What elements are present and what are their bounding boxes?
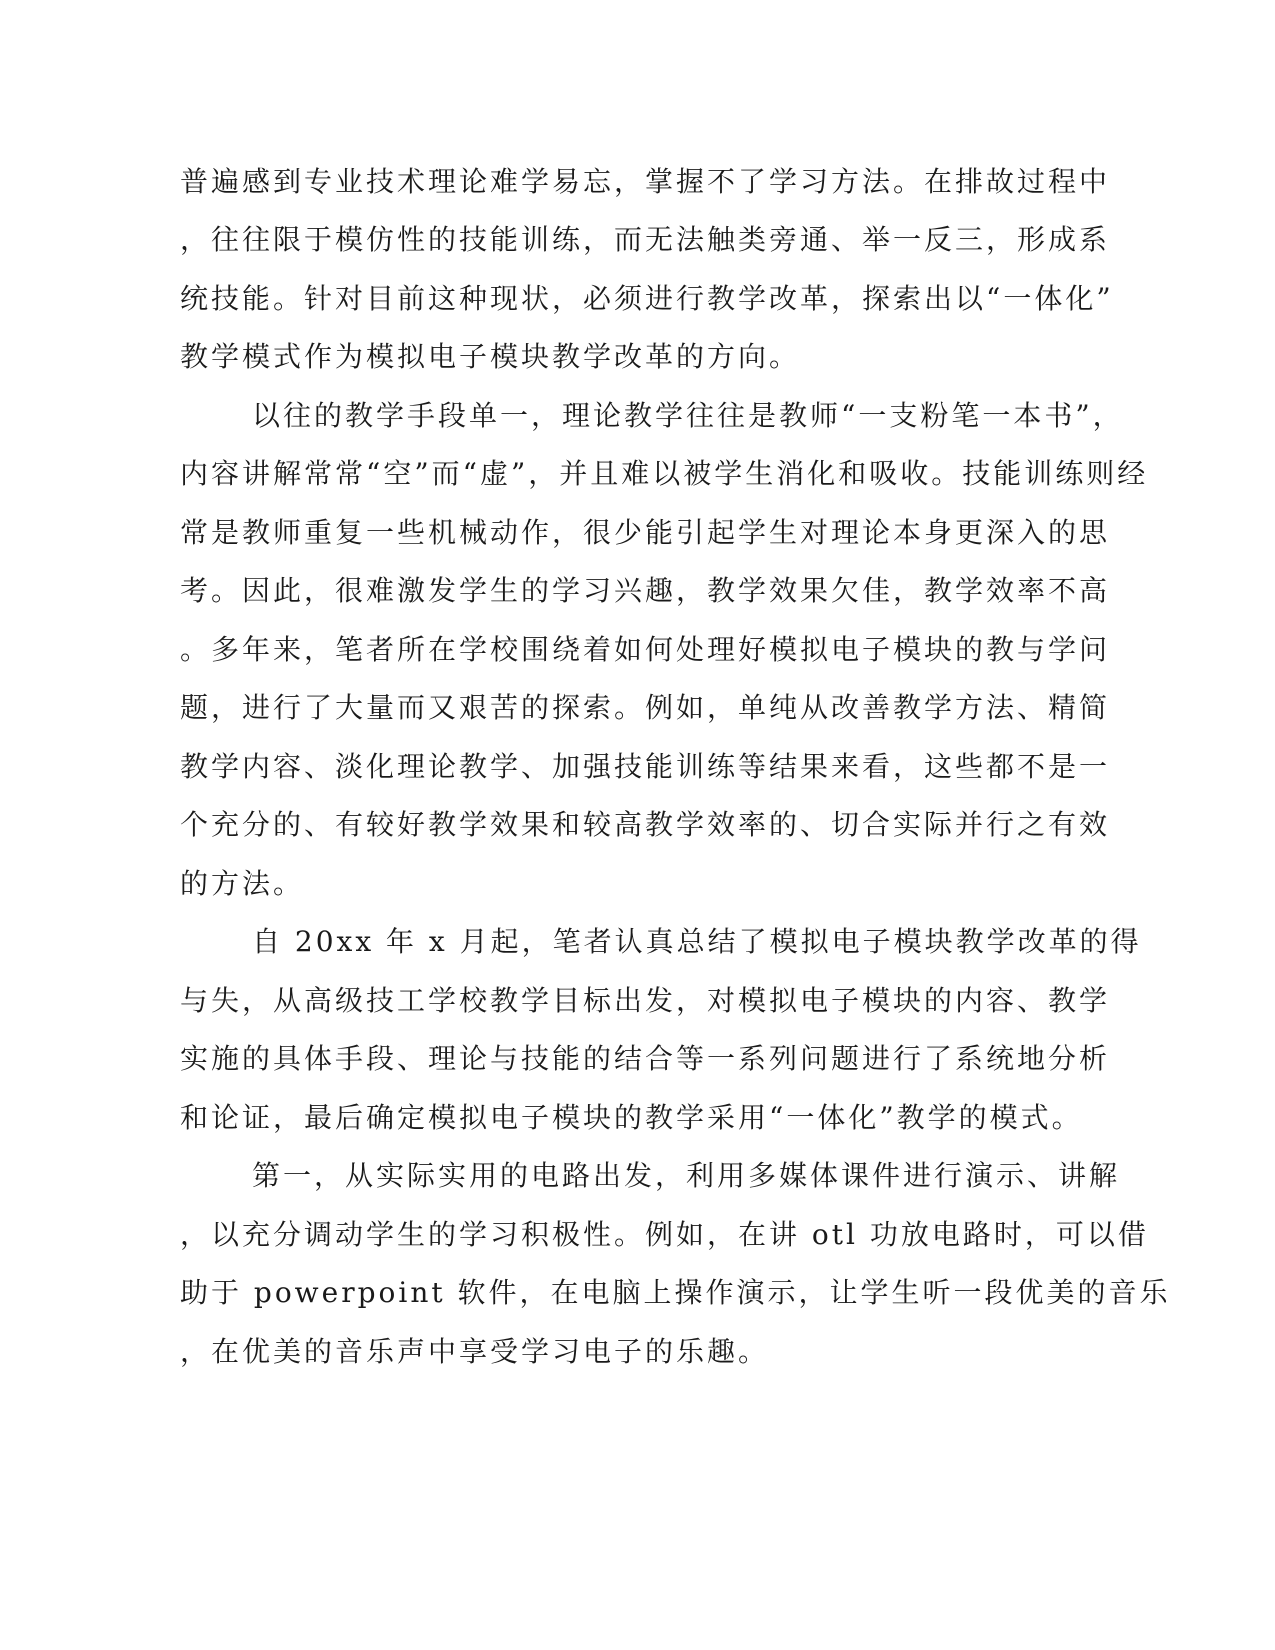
line-text: 以往的教学手段单一，理论教学往往是教师“一支粉笔一本书”，: [252, 399, 1124, 432]
text-line: [0, 737, 1275, 797]
line-text: 统技能。针对目前这种现状，必须进行教学改革，探索出以“一体化”: [180, 282, 1114, 315]
text-line: [0, 327, 1275, 387]
text-line: [0, 1205, 1275, 1265]
line-text: ，以充分调动学生的学习积极性。例如，在讲 otl 功放电路时，可以借: [180, 1218, 1149, 1251]
line-text: 和论证，最后确定模拟电子模块的教学采用“一体化”教学的模式。: [180, 1101, 1083, 1134]
text-line: [0, 1088, 1275, 1148]
text-line: [0, 678, 1275, 738]
text-line: [0, 1146, 1275, 1206]
text-line: [0, 561, 1275, 621]
line-text: 实施的具体手段、理论与技能的结合等一系列问题进行了系统地分析: [180, 1042, 1111, 1075]
text-line: [0, 795, 1275, 855]
text-line: [0, 444, 1275, 504]
text-line: [0, 386, 1275, 446]
line-text: 自 20xx 年 x 月起，笔者认真总结了模拟电子模块教学改革的得: [252, 925, 1142, 958]
line-text: 普遍感到专业技术理论难学易忘，掌握不了学习方法。在排故过程中: [180, 165, 1111, 198]
line-text: 教学模式作为模拟电子模块教学改革的方向。: [180, 340, 801, 373]
line-text: 考。因此，很难激发学生的学习兴趣，教学效果欠佳，教学效率不高: [180, 574, 1111, 607]
line-text: 个充分的、有较好教学效果和较高教学效率的、切合实际并行之有效: [180, 808, 1111, 841]
text-line: [0, 620, 1275, 680]
text-line: [0, 269, 1275, 329]
line-text: ，往往限于模仿性的技能训练，而无法触类旁通、举一反三，形成系: [180, 223, 1111, 256]
text-line: [0, 503, 1275, 563]
text-line: [0, 210, 1275, 270]
text-line: [0, 152, 1275, 212]
line-text: 常是教师重复一些机械动作，很少能引起学生对理论本身更深入的思: [180, 516, 1111, 549]
text-line: [0, 971, 1275, 1031]
text-line: [0, 854, 1275, 914]
text-line: [0, 1263, 1275, 1323]
line-text: 教学内容、淡化理论教学、加强技能训练等结果来看，这些都不是一: [180, 750, 1111, 783]
text-line: [0, 1029, 1275, 1089]
text-line: [0, 912, 1275, 972]
line-text: 第一，从实际实用的电路出发，利用多媒体课件进行演示、讲解: [252, 1159, 1121, 1192]
line-text: 的方法。: [180, 867, 305, 900]
line-text: 与失，从高级技工学校教学目标出发，对模拟电子模块的内容、教学: [180, 984, 1111, 1017]
text-line: [0, 1322, 1275, 1382]
line-text: 助于 powerpoint 软件，在电脑上操作演示，让学生听一段优美的音乐: [180, 1276, 1171, 1309]
line-text: 。多年来，笔者所在学校围绕着如何处理好模拟电子模块的教与学问: [180, 633, 1111, 666]
line-text: 题，进行了大量而又艰苦的探索。例如，单纯从改善教学方法、精简: [180, 691, 1111, 724]
line-text: ，在优美的音乐声中享受学习电子的乐趣。: [180, 1335, 770, 1368]
line-text: 内容讲解常常“空”而“虚”，并且难以被学生消化和吸收。技能训练则经: [180, 457, 1149, 490]
